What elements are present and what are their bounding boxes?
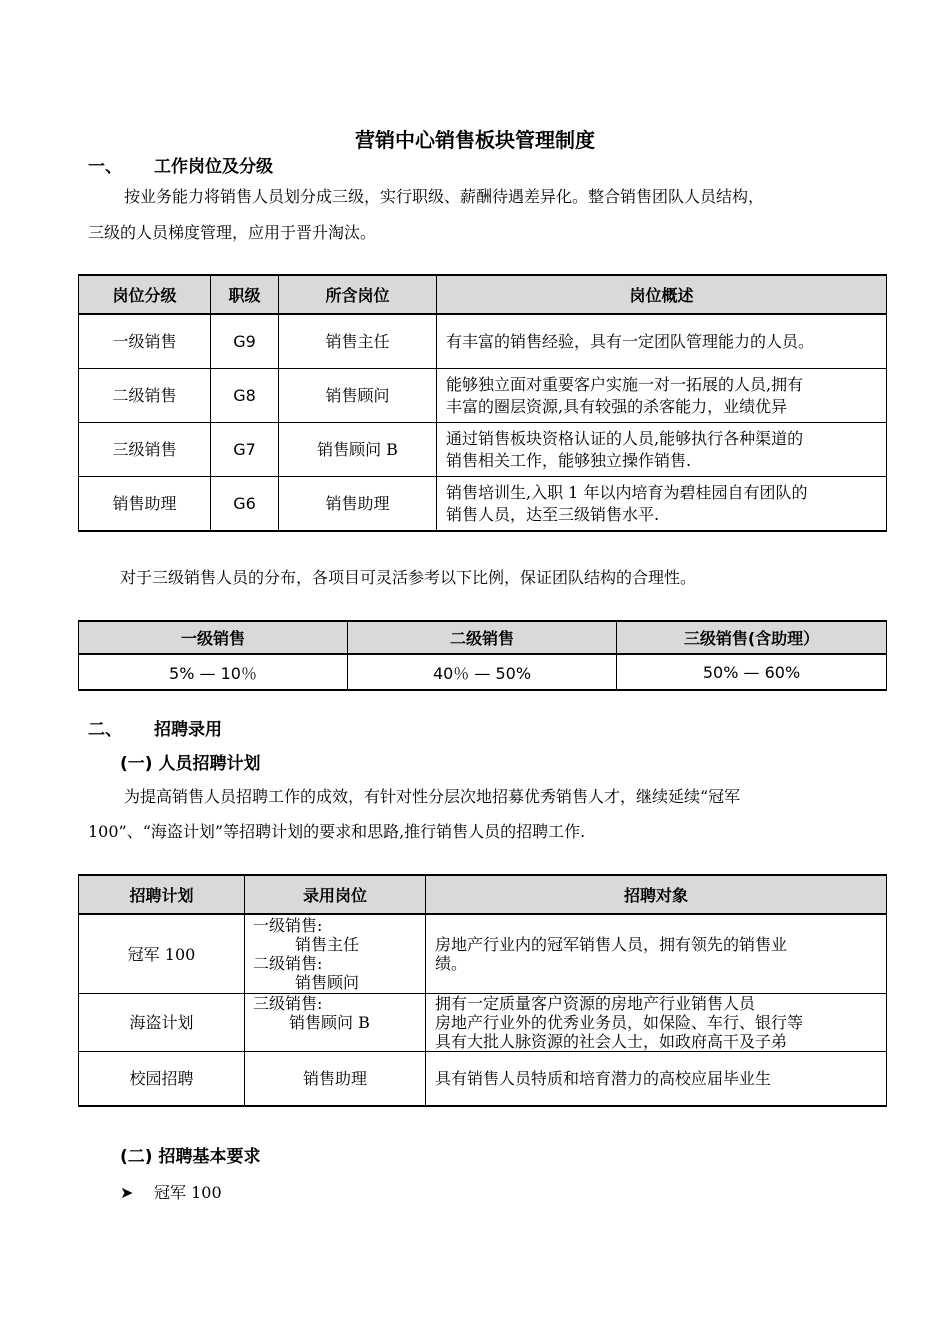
target-line: 绩。: [435, 954, 468, 973]
desc-cell: [437, 314, 887, 369]
section2-title: 招聘录用: [154, 720, 222, 740]
post-line: 销售顾问: [295, 973, 360, 992]
target-cell: 具有销售人员特质和培育潜力的高校应届毕业生: [426, 1052, 887, 1107]
header-cell: 所含岗位: [279, 275, 437, 314]
section1-number: 一、: [88, 157, 122, 177]
recruitment-plan-table: [78, 874, 887, 1107]
table-header-row: [79, 275, 887, 314]
post-cell: 销售顾问: [279, 369, 437, 423]
position-grade-table: [78, 274, 887, 532]
ratio-cell: 50% — 60%: [617, 654, 887, 690]
grade-cell: G9: [211, 314, 279, 369]
target-line: 房地产行业内的冠军销售人员，拥有领先的销售业: [435, 935, 788, 954]
level-cell: 三级销售: [79, 423, 211, 477]
post-cell: 销售助理: [279, 477, 437, 532]
desc-line: 销售培训生,入职 1 年以内培育为碧桂园自有团队的: [446, 482, 808, 502]
ratio-cell: 5% — 10％: [79, 654, 348, 690]
doc-title: 营销中心销售板块管理制度: [355, 128, 595, 152]
table-header-row: [79, 875, 887, 914]
desc-cell: [437, 477, 887, 532]
section2-para-line2: 100”、“海盗计划”等招聘计划的要求和思路,推行销售人员的招聘工作.: [88, 822, 586, 841]
ratio-intro: 对于三级销售人员的分布，各项目可灵活参考以下比例，保证团队结构的合理性。: [120, 568, 697, 587]
header-cell: 招聘对象: [426, 875, 887, 914]
plan-cell: 海盗计划: [79, 994, 245, 1052]
section1-heading: [88, 152, 273, 177]
post-cell: 销售顾问 B: [279, 423, 437, 477]
desc-line: 能够独立面对重要客户实施一对一拓展的人员,拥有: [446, 374, 804, 394]
post-line: 三级销售:: [253, 994, 323, 1013]
post-line: 销售顾问 B: [289, 1013, 370, 1032]
section1-para-line2: 三级的人员梯度管理，应用于晋升淘汰。: [88, 223, 377, 242]
target-line: 具有大批人脉资源的社会人士，如政府高干及子弟: [435, 1032, 788, 1051]
desc-line: 有丰富的销售经验，具有一定团队管理能力的人员。: [446, 331, 815, 351]
table-row: [79, 423, 887, 477]
subsection2-heading: (二) 招聘基本要求: [120, 1147, 261, 1167]
section2-para-line1: 为提高销售人员招聘工作的成效，有针对性分层次地招募优秀销售人才，继续延续“冠军: [124, 787, 741, 806]
ratio-table: [78, 620, 887, 691]
bullet-text: 冠军 100: [154, 1183, 222, 1202]
header-cell: 职级: [211, 275, 279, 314]
post-line: 销售主任: [295, 935, 360, 954]
grade-cell: G8: [211, 369, 279, 423]
target-cell: [426, 994, 887, 1052]
header-cell: 一级销售: [79, 621, 348, 654]
table-row: [79, 1052, 887, 1107]
header-cell: 录用岗位: [245, 875, 426, 914]
desc-line: 销售相关工作，能够独立操作销售.: [446, 450, 692, 470]
plan-cell: 校园招聘: [79, 1052, 245, 1107]
desc-line: 通过销售板块资格认证的人员,能够执行各种渠道的: [446, 428, 804, 448]
grade-cell: G6: [211, 477, 279, 532]
table-row: [79, 914, 887, 994]
level-cell: 一级销售: [79, 314, 211, 369]
plan-cell: 冠军 100: [79, 914, 245, 994]
post-line: 二级销售:: [253, 954, 323, 973]
subsection1-heading: (一) 人员招聘计划: [120, 754, 261, 774]
section1-title: 工作岗位及分级: [154, 157, 273, 177]
post-cell: [245, 914, 426, 994]
bullet-item: [120, 1180, 222, 1203]
target-line: 拥有一定质量客户资源的房地产行业销售人员: [435, 994, 756, 1013]
target-line: 房地产行业外的优秀业务员，如保险、车行、银行等: [435, 1013, 804, 1032]
post-cell: 销售助理: [245, 1052, 426, 1107]
target-cell: [426, 914, 887, 994]
table-row: [79, 654, 887, 690]
desc-line: 丰富的圈层资源,具有较强的杀客能力，业绩优异: [446, 396, 788, 416]
header-cell: 招聘计划: [79, 875, 245, 914]
desc-cell: [437, 423, 887, 477]
grade-cell: G7: [211, 423, 279, 477]
table-row: [79, 369, 887, 423]
section1-para-line1: 按业务能力将销售人员划分成三级，实行职级、薪酬待遇差异化。整合销售团队人员结构，: [124, 187, 765, 206]
post-cell: [245, 994, 426, 1052]
table-row: [79, 477, 887, 532]
header-cell: 岗位概述: [437, 275, 887, 314]
header-cell: 三级销售(含助理）: [617, 621, 887, 654]
section2-heading: [88, 715, 222, 740]
level-cell: 销售助理: [79, 477, 211, 532]
level-cell: 二级销售: [79, 369, 211, 423]
post-line: 一级销售:: [253, 916, 323, 935]
header-cell: 岗位分级: [79, 275, 211, 314]
table-row: [79, 994, 887, 1052]
section2-number: 二、: [88, 720, 122, 740]
ratio-cell: 40％ — 50%: [348, 654, 617, 690]
desc-line: 销售人员，达至三级销售水平.: [446, 504, 660, 524]
table-row: [79, 314, 887, 369]
post-cell: 销售主任: [279, 314, 437, 369]
table-header-row: [79, 621, 887, 654]
header-cell: 二级销售: [348, 621, 617, 654]
arrow-bullet-icon: ➤: [120, 1183, 134, 1202]
desc-cell: [437, 369, 887, 423]
